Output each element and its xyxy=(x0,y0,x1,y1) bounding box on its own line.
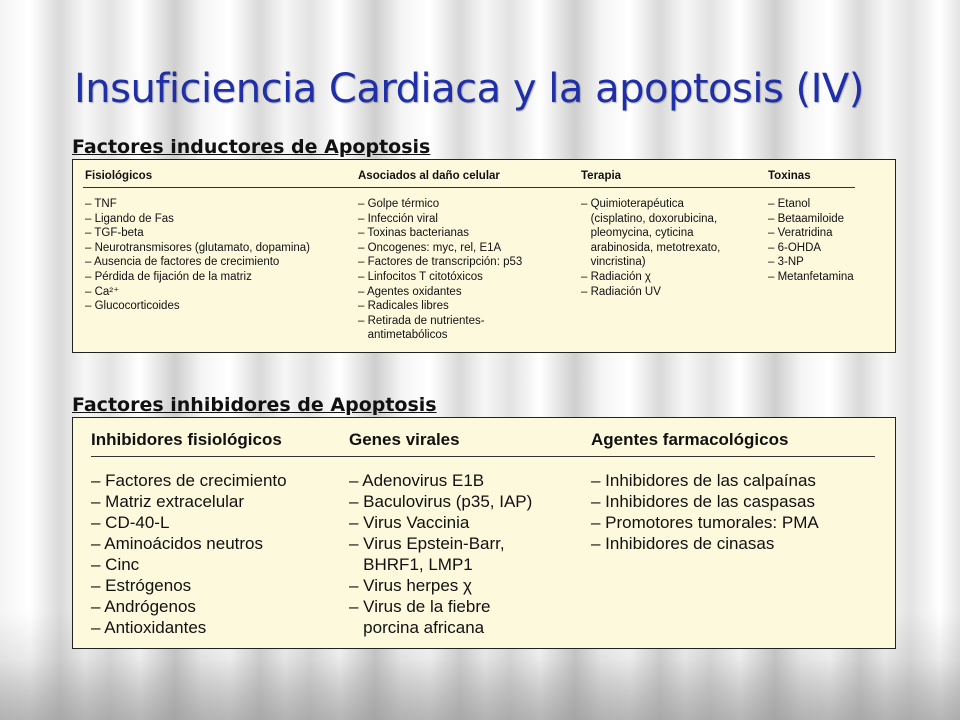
list-item: – Baculovirus (p35, IAP) xyxy=(349,492,533,511)
inducers-column-cell-damage xyxy=(358,160,522,343)
list-item: – Promotores tumorales: PMA xyxy=(591,513,819,532)
column-header: Asociados al daño celular xyxy=(358,170,500,182)
inducers-column-therapy xyxy=(581,160,720,299)
column-list xyxy=(349,470,532,638)
inducers-heading: Factores inductores de Apoptosis xyxy=(72,136,431,158)
list-item: – Toxinas bacterianas xyxy=(358,227,470,240)
list-item: – Veratridina xyxy=(768,227,833,240)
list-item: – TGF-beta xyxy=(85,227,144,240)
column-header: Terapia xyxy=(581,170,622,182)
list-item: – Factores de transcripción: p53 xyxy=(358,256,523,269)
list-item: – Metanfetamina xyxy=(768,270,854,283)
list-item: arabinosida, metotrexato, xyxy=(581,241,721,254)
column-list xyxy=(85,197,310,314)
column-header: Toxinas xyxy=(768,170,811,182)
list-item: BHRF1, LMP1 xyxy=(349,555,473,574)
list-item: – Pérdida de fijación de la matriz xyxy=(85,270,252,283)
list-item: – Factores de crecimiento xyxy=(91,471,287,490)
list-item: – Oncogenes: myc, rel, E1A xyxy=(358,241,502,254)
list-item: – Virus de la fiebre xyxy=(349,597,491,616)
list-item: – Radicales libres xyxy=(358,300,449,313)
column-header: Inhibidores fisiológicos xyxy=(91,430,282,449)
list-item: – Linfocitos T citotóxicos xyxy=(358,270,483,283)
list-item: – Adenovirus E1B xyxy=(349,471,485,490)
list-item: – Matriz extracelular xyxy=(91,492,245,511)
column-list xyxy=(768,197,854,285)
list-item: – Retirada de nutrientes- xyxy=(358,314,485,327)
list-item: – Radiación UV xyxy=(581,285,661,298)
list-item: – Agentes oxidantes xyxy=(358,285,462,298)
list-item: – 3-NP xyxy=(768,256,804,269)
inducers-column-physiological xyxy=(85,160,310,314)
list-item: – Glucocorticoides xyxy=(85,300,180,313)
inhibitors-column-physiological xyxy=(91,418,287,638)
inhibitors-column-pharmacological xyxy=(591,418,819,554)
list-item: – Virus herpes χ xyxy=(349,576,472,595)
column-list xyxy=(581,197,720,299)
inhibitors-heading: Factores inhibidores de Apoptosis xyxy=(72,394,437,416)
list-item: antimetabólicos xyxy=(358,329,448,342)
list-item: – Ligando de Fas xyxy=(85,212,174,225)
inhibitors-column-viral-genes xyxy=(349,418,532,638)
list-item: – Andrógenos xyxy=(91,597,196,616)
list-item: – Aminoácidos neutros xyxy=(91,534,263,553)
column-list xyxy=(91,470,287,638)
list-item: – Antioxidantes xyxy=(91,618,207,637)
inhibitors-table xyxy=(72,417,896,649)
list-item: vincristina) xyxy=(581,256,646,269)
background-shade xyxy=(0,660,960,720)
list-item: – Inhibidores de las calpaínas xyxy=(591,471,816,490)
list-item: – Ausencia de factores de crecimiento xyxy=(85,256,280,269)
list-item: – Inhibidores de las caspasas xyxy=(591,492,815,511)
list-item: – Inhibidores de cinasas xyxy=(591,534,775,553)
list-item: – TNF xyxy=(85,198,117,210)
column-list xyxy=(591,470,819,554)
list-item: – Quimioterapéutica xyxy=(581,198,684,210)
inducers-column-toxins xyxy=(768,160,854,285)
list-item: (cisplatino, doxorubicina, xyxy=(581,212,718,225)
column-header: Fisiológicos xyxy=(85,170,153,182)
list-item: – Virus Vaccinia xyxy=(349,513,470,532)
list-item: – Infección viral xyxy=(358,212,438,225)
list-item: – Cinc xyxy=(91,555,140,574)
column-header: Agentes farmacológicos xyxy=(591,430,789,449)
list-item: – Radiación χ xyxy=(581,270,651,283)
list-item: pleomycina, cyticina xyxy=(581,227,694,240)
list-item: – Virus Epstein-Barr, xyxy=(349,534,505,553)
list-item: – CD-40-L xyxy=(91,513,170,532)
column-header: Genes virales xyxy=(349,430,460,449)
inducers-table xyxy=(72,159,896,353)
column-list xyxy=(358,197,522,343)
list-item: porcina africana xyxy=(349,618,485,637)
list-item: – Estrógenos xyxy=(91,576,192,595)
list-item: – Etanol xyxy=(768,198,811,210)
list-item: – Neurotransmisores (glutamato, dopamina) xyxy=(85,241,310,254)
list-item: – Ca²⁺ xyxy=(85,285,120,298)
list-item: – Golpe térmico xyxy=(358,198,440,210)
list-item: – Betaamiloide xyxy=(768,212,845,225)
list-item: – 6-OHDA xyxy=(768,241,822,254)
slide-title: Insuficiencia Cardiaca y la apoptosis (IV) xyxy=(74,66,864,112)
